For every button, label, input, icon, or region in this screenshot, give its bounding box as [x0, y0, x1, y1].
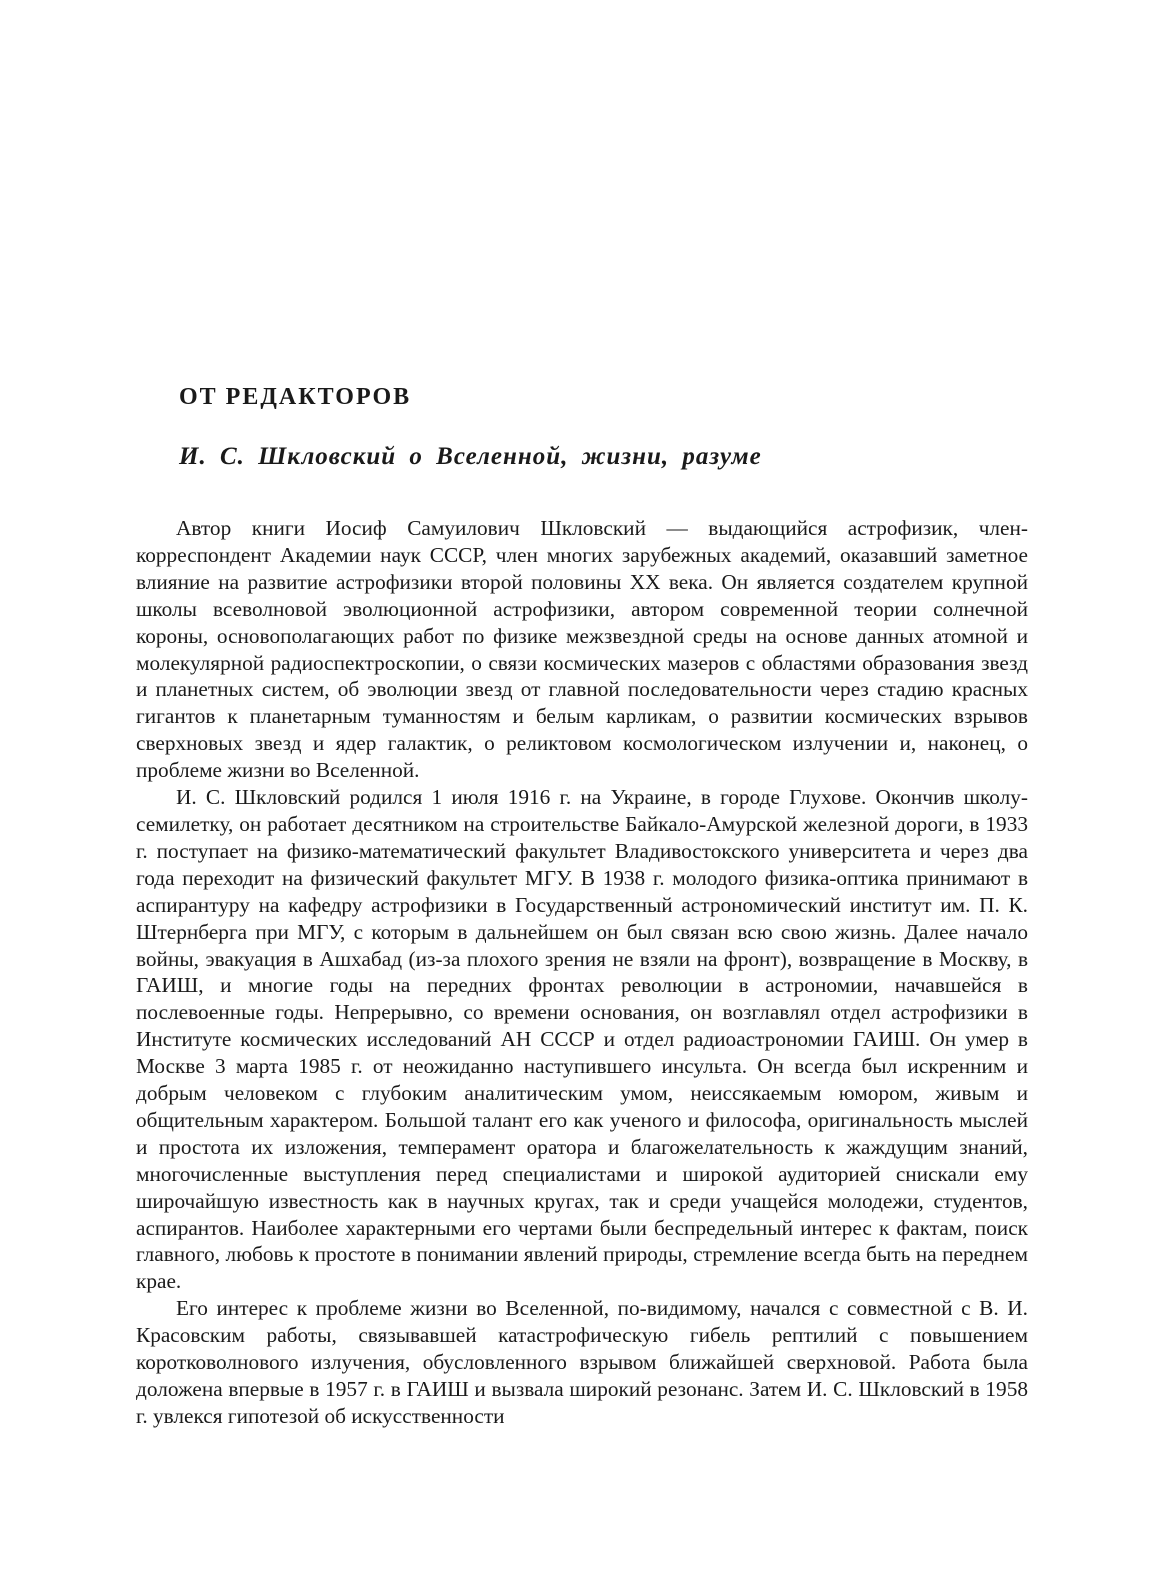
chapter-subtitle: И. С. Шкловский о Вселенной, жизни, разуме [179, 443, 762, 470]
section-title: ОТ РЕДАКТОРОВ [179, 384, 412, 410]
paragraph-1: Автор книги Иосиф Самуилович Шкловский — выдающийся астрофизик, член-корреспондент Академии наук СССР, член многих зарубежных академий, оказавший заметное влияние на развитие астрофизики второй половины XX века. Он является создателем крупной школы всеволновой эволюционной астрофизики, автором современной теории солнечной короны, основополагающих работ по физике межзвездной среды на основе данных атомной и молекулярной радиоспектроскопии, о связи космических мазеров с областями образования звезд и планетных систем, об эволюции звезд от главной последовательности через стадию красных гигантов к планетарным туманностям и белым карликам, о развитии космических взрывов сверхновых звезд и ядер галактик, о реликтовом космологическом излучении и, наконец, о проблеме жизни во Вселенной. [136, 516, 1028, 783]
body-text [136, 515, 1028, 1430]
paragraph-3: Его интерес к проблеме жизни во Вселенной, по-видимому, начался с совместной с В. И. Красовским работы, связывавшей катастрофическую гибель рептилий с повышением коротковолнового излучения, обусловленного взрывом ближайшей сверхновой. Работа была доложена впервые в 1957 г. в ГАИШ и вызвала широкий резонанс. Затем И. С. Шкловский в 1958 г. увлекся гипотезой об искусственности [136, 1296, 1028, 1428]
paragraph-2: И. С. Шкловский родился 1 июля 1916 г. на Украине, в городе Глухове. Окончив школу-семилетку, он работает десятником на строительстве Байкало-Амурской железной дороги, в 1933 г. поступает на физико-математический факультет Владивостокского университета и через два года переходит на физический факультет МГУ. В 1938 г. молодого физика-оптика принимают в аспирантуру на кафедру астрофизики в Государственный астрономический институт им. П. К. Штернберга при МГУ, с которым в дальнейшем он был связан всю свою жизнь. Далее начало войны, эвакуация в Ашхабад (из-за плохого зрения не взяли на фронт), возвращение в Москву, в ГАИШ, и многие годы на передних фронтах революции в астрономии, начавшейся в послевоенные годы. Непрерывно, со времени основания, он возглавлял отдел астрофизики в Институте космических исследований АН СССР и отдел радиоастрономии ГАИШ. Он умер в Москве 3 марта 1985 г. от неожиданно наступившего инсульта. Он всегда был искренним и добрым человеком с глубоким аналитическим умом, неиссякаемым юмором, живым и общительным характером. Большой талант его как ученого и философа, оригинальность мыслей и простота их изложения, темперамент оратора и благожелательность к жаждущим знаний, многочисленные выступления перед специалистами и широкой аудиторией снискали ему широчайшую известность как в научных кругах, так и среди учащейся молодежи, студентов, аспирантов. Наиболее характерными его чертами были беспредельный интерес к фактам, поиск главного, любовь к простоте в понимании явлений природы, стремление всегда быть на переднем крае. [136, 785, 1028, 1294]
